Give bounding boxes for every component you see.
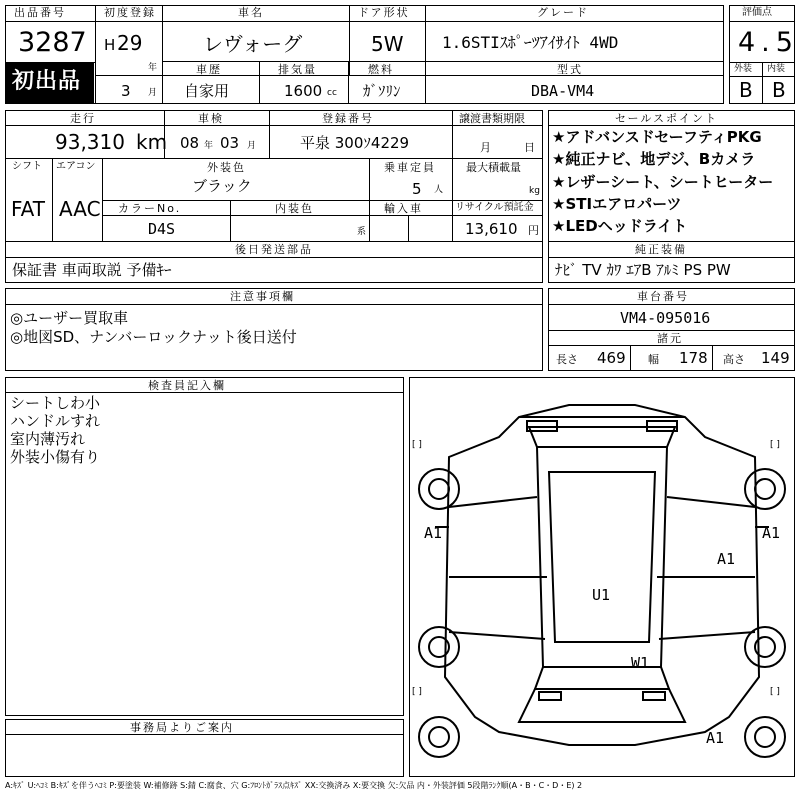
rule: [349, 5, 350, 75]
transfer-month: 月: [480, 141, 491, 154]
rule: [548, 241, 795, 242]
shift: FAT: [11, 197, 46, 221]
sales-point-item: ★LEDヘッドライト: [552, 217, 688, 235]
model: DBA-VM4: [531, 82, 595, 100]
rule: [408, 215, 409, 241]
sales-point-item: ★レザーシート、シートヒーター: [552, 173, 774, 191]
note-item: ◎ユーザー買取車: [10, 309, 129, 327]
model-label: 型式: [557, 63, 583, 76]
import-label: 輸入車: [384, 202, 423, 215]
inspection-label: 車検: [198, 112, 224, 125]
car-name-label: 車名: [238, 6, 264, 19]
rule: [95, 5, 96, 104]
int-color-label: 内装色: [275, 202, 314, 215]
damage-mark: A1: [762, 524, 781, 542]
rule: [162, 5, 163, 75]
seats: 5: [412, 180, 422, 198]
reg-era: H: [104, 36, 116, 54]
width: 178: [679, 349, 708, 367]
damage-mark: W1: [631, 654, 650, 672]
rule: [5, 125, 543, 126]
inspector-label: 検査員記入欄: [148, 379, 226, 392]
diagram-bracket: [ ]: [412, 687, 422, 697]
sales-point-item: ★STIエアロパーツ: [552, 195, 682, 213]
later-parts-label: 後日発送部品: [235, 243, 313, 256]
seats-unit: 人: [434, 185, 444, 195]
sales-points-label: セールスポイント: [615, 112, 719, 125]
rule: [52, 158, 53, 241]
damage-mark: A1: [424, 524, 443, 542]
transfer-label: 譲渡書類期限: [459, 112, 525, 125]
fuel: ｶﾞｿﾘﾝ: [363, 82, 401, 100]
inspection-year-unit: 年: [204, 141, 214, 151]
height-label: 高さ: [723, 353, 745, 366]
plate-label: 登録番号: [322, 112, 374, 125]
ac: AAC: [59, 197, 101, 221]
damage-mark: A1: [717, 550, 736, 568]
grade: 1.6STIｽﾎﾟｰﾂｱｲｻｲﾄ 4WD: [442, 33, 619, 52]
first-listing-text: 初出品: [12, 69, 82, 94]
displacement: 1600: [284, 82, 323, 100]
width-label: 幅: [648, 353, 659, 366]
rule: [5, 734, 404, 735]
damage-mark: U1: [592, 586, 611, 604]
displacement-label: 排気量: [278, 63, 317, 76]
lot-label: 出品番号: [14, 6, 66, 19]
rule: [452, 110, 453, 241]
ext-label: 外装: [734, 64, 753, 74]
color-no: D4S: [148, 220, 176, 238]
lot-number: 3287: [18, 27, 87, 58]
diagram-bracket: [ ]: [412, 440, 422, 450]
history: 自家用: [184, 82, 230, 100]
int-color-unit: 系: [357, 227, 367, 237]
rule: [548, 304, 795, 305]
rule: [162, 61, 724, 62]
mileage-unit: km: [136, 130, 168, 154]
shift-label: シフト: [12, 161, 42, 172]
inspection-year: 08: [180, 134, 200, 152]
reg-month-unit: 月: [148, 88, 158, 98]
load-unit: kg: [529, 186, 540, 196]
rule: [548, 345, 795, 346]
rule: [712, 345, 713, 371]
displacement-unit: cc: [327, 88, 337, 98]
rule: [102, 200, 543, 201]
rule: [102, 215, 543, 216]
rule: [548, 330, 795, 331]
diagram-bracket: [ ]: [770, 440, 780, 450]
color-no-label: カラーNo.: [118, 202, 182, 215]
specs-label: 諸元: [657, 332, 683, 345]
inspector-item: 室内薄汚れ: [10, 430, 86, 448]
inspection-month-unit: 月: [247, 141, 257, 151]
color-label: 外装色: [207, 161, 246, 174]
recycle: 13,610: [465, 220, 518, 238]
reg-year-unit: 年: [148, 63, 158, 73]
height: 149: [761, 349, 790, 367]
rule: [102, 158, 103, 241]
legend: A:ｷｽﾞ U:ﾍｺﾐ B:ｷｽﾞを伴うﾍｺﾐ P:要塗装 W:補修跡 S:錆 C:腐食、穴 G:ﾌﾛﾝﾄｶﾞﾗｽ点ｷｽﾞ XX:交換済み X:要交換 欠:欠品 内・外装評価 5段階ﾗﾝｸ順(A・B・C・D・E) 2: [5, 781, 583, 790]
rule: [5, 257, 543, 258]
rule: [630, 345, 631, 371]
car-name: レヴォーグ: [203, 32, 303, 56]
length: 469: [597, 349, 626, 367]
recycle-label: リサイクル預託金: [455, 202, 534, 213]
reg-label: 初度登録: [104, 6, 156, 19]
color: ブラック: [192, 177, 252, 195]
reg-month: 3: [121, 82, 131, 100]
int-score: B: [772, 78, 786, 102]
mileage: 93,310: [55, 130, 125, 154]
plate-number: 平泉 300ｿ4229: [300, 134, 410, 152]
ac-label: エアコン: [56, 161, 96, 172]
rule: [162, 75, 163, 104]
equipment: ﾅﾋﾞ TV ｶﾜ ｴｱB ｱﾙﾐ PS PW: [555, 261, 731, 279]
rule: [5, 21, 724, 22]
damage-mark: A1: [706, 729, 725, 747]
rule: [729, 21, 795, 22]
rule: [95, 75, 724, 76]
int-label: 内装: [767, 64, 786, 74]
office-label: 事務局よりご案内: [130, 721, 234, 734]
recycle-unit: 円: [528, 224, 539, 237]
later-parts: 保証書 車両取説 予備ｷｰ: [12, 261, 172, 279]
rule: [762, 62, 763, 104]
fuel-label: 燃料: [368, 63, 394, 76]
door-type: 5W: [371, 32, 404, 56]
seats-label: 乗車定員: [384, 161, 436, 174]
inspector-item: 外装小傷有り: [10, 448, 101, 466]
door-label: ドア形状: [358, 6, 410, 19]
transfer-day: 日: [524, 141, 535, 154]
history-label: 車歴: [196, 63, 222, 76]
sales-point-item: ★純正ナビ、地デジ、Bカメラ: [552, 150, 756, 168]
grade-label: グレード: [537, 6, 589, 19]
ext-score: B: [739, 78, 753, 102]
inspection-month: 03: [220, 134, 240, 152]
rule: [548, 257, 795, 258]
reg-year: 29: [117, 31, 143, 55]
inspector-item: シートしわ小: [10, 394, 101, 412]
rule: [5, 304, 543, 305]
rule: [259, 61, 260, 104]
rule: [369, 158, 370, 241]
rule: [269, 110, 270, 158]
inspector-item: ハンドルすれ: [10, 412, 101, 430]
car-diagram: [409, 377, 795, 777]
mileage-label: 走行: [70, 112, 96, 125]
equipment-label: 純正装備: [635, 243, 687, 256]
chassis-number: VM4-095016: [620, 309, 711, 327]
rule: [5, 392, 404, 393]
rule: [425, 5, 426, 104]
rule: [5, 241, 543, 242]
diagram-bracket: [ ]: [770, 687, 780, 697]
rule: [230, 200, 231, 241]
length-label: 長さ: [556, 353, 578, 366]
chassis-label: 車台番号: [637, 290, 689, 303]
overall-score: 4.5: [738, 27, 799, 58]
rule: [348, 61, 349, 104]
rule: [548, 125, 795, 126]
sales-point-item: ★アドバンスドセーフティPKG: [552, 128, 762, 146]
score-label: 評価点: [742, 7, 772, 18]
load-label: 最大積載量: [466, 161, 521, 174]
notes-label: 注意事項欄: [230, 290, 295, 303]
rule: [5, 158, 543, 159]
note-item: ◎地図SD、ナンバーロックナット後日送付: [10, 328, 297, 346]
